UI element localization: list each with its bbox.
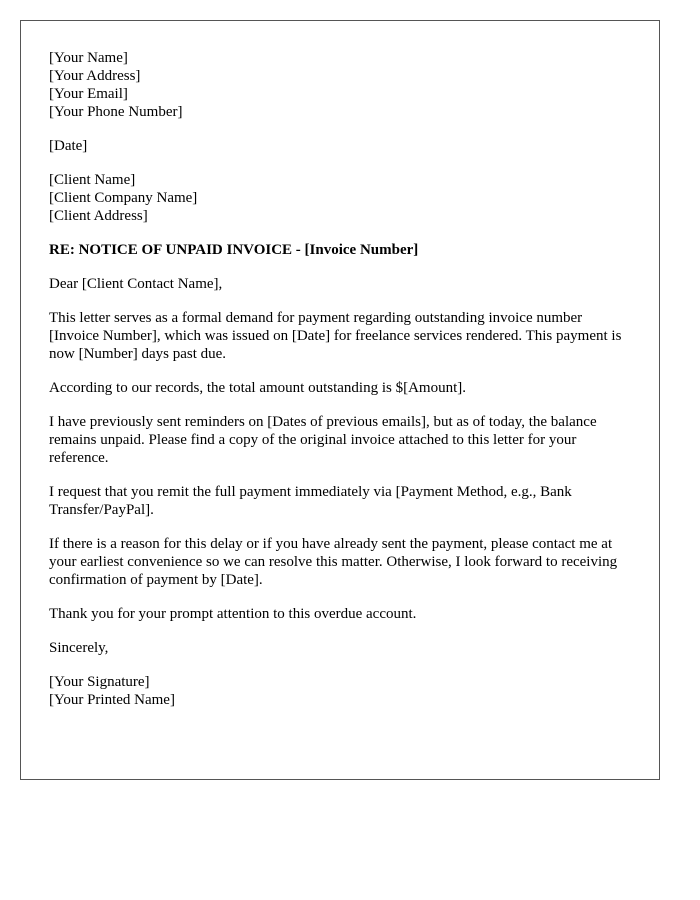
- sender-phone: [Your Phone Number]: [49, 104, 183, 120]
- recipient-name: [Client Name]: [49, 172, 136, 188]
- signature-block: [49, 673, 631, 709]
- body-paragraph-3: I have previously sent reminders on [Dates of previous emails], but as of today, the balance remains unpaid. Please find a copy of the original invoice attached to this letter for your reference.: [49, 414, 597, 466]
- body-paragraph-1: This letter serves as a formal demand for payment regarding outstanding invoice number [Invoice Number], which was issued on [Date] for freelance services rendered. This payment is now [Number] days past due.: [49, 310, 622, 362]
- salutation: Dear [Client Contact Name],: [49, 276, 223, 292]
- sender-email: [Your Email]: [49, 86, 128, 102]
- date-block: [49, 137, 631, 155]
- signature-line: [Your Signature]: [49, 674, 150, 690]
- sender-address: [Your Address]: [49, 68, 141, 84]
- sender-block: [49, 49, 631, 121]
- body-paragraph-2: According to our records, the total amount outstanding is $[Amount].: [49, 380, 467, 396]
- subject-line: RE: NOTICE OF UNPAID INVOICE - [Invoice Number]: [49, 242, 419, 258]
- sender-name: [Your Name]: [49, 50, 128, 66]
- printed-name: [Your Printed Name]: [49, 692, 175, 708]
- recipient-block: [49, 171, 631, 225]
- body-paragraph-5: If there is a reason for this delay or if you have already sent the payment, please contact me at your earliest convenience so we can resolve this matter. Otherwise, I look forward to receiving confirmation of payment by [Date].: [49, 536, 618, 588]
- body-paragraph-4: I request that you remit the full payment immediately via [Payment Method, e.g., Bank Transfer/PayPal].: [49, 484, 572, 518]
- letter-date: [Date]: [49, 138, 88, 154]
- closing: Sincerely,: [49, 640, 109, 656]
- recipient-company: [Client Company Name]: [49, 190, 198, 206]
- body-paragraph-6: Thank you for your prompt attention to this overdue account.: [49, 606, 417, 622]
- recipient-address: [Client Address]: [49, 208, 148, 224]
- letter-page: [20, 20, 660, 780]
